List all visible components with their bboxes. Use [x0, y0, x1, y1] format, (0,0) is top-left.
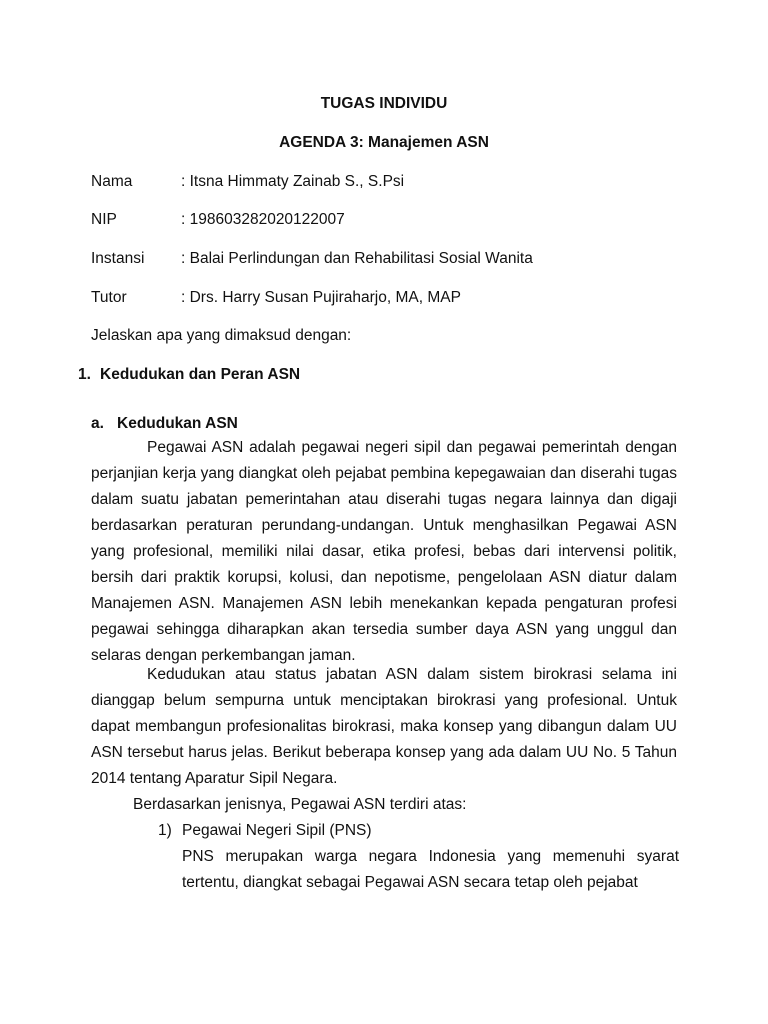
subsection-heading [91, 415, 238, 433]
subsection-letter: a. [91, 415, 104, 432]
field-label: Tutor [91, 289, 127, 306]
field-nip [91, 211, 345, 229]
section-heading [78, 366, 300, 384]
body-paragraph-2 [91, 662, 677, 792]
field-tutor [91, 289, 461, 307]
document-title: TUGAS INDIVIDU [320, 95, 448, 112]
list-item-body [182, 844, 679, 896]
field-value: : Balai Perlindungan dan Rehabilitasi Sosial Wanita [181, 250, 533, 267]
section-number: 1. [78, 366, 91, 383]
field-instansi [91, 250, 533, 268]
section-title: Kedudukan dan Peran ASN [100, 366, 301, 383]
intro-text: Jelaskan apa yang dimaksud dengan: [91, 327, 352, 344]
field-nama [91, 173, 404, 191]
list-item-heading [158, 818, 372, 844]
list-item-text: PNS merupakan warga negara Indonesia yang memenuhi syarat tertentu, diangkat sebagai Pegawai ASN secara tetap oleh pejabat [182, 848, 679, 891]
paragraph-text: Pegawai ASN adalah pegawai negeri sipil dan pegawai pemerintah dengan perjanjian kerja yang diangkat oleh pejabat pembina kepegawaian dan diserahi tugas dalam suatu jabatan pemerintahan atau diserahi tugas negara lainnya dan digaji berdasarkan peraturan perundang-undangan. Untuk menghasilkan Pegawai ASN yang profesional, memiliki nilai dasar, etika profesi, bebas dari intervensi politik, bersih dari praktik korupsi, kolusi, dan nepotisme, pengelolaan ASN diatur dalam Manajemen ASN. Manajemen ASN lebih menekankan kepada pengaturan profesi pegawai sehingga diharapkan akan tersedia sumber daya ASN yang unggul dan selaras dengan perkembangan jaman. [91, 439, 677, 664]
field-value: : Itsna Himmaty Zainab S., S.Psi [181, 173, 405, 190]
body-paragraph-1 [91, 435, 677, 669]
field-label: Instansi [91, 250, 145, 267]
field-label: NIP [91, 211, 117, 228]
field-label: Nama [91, 173, 133, 190]
body-paragraph-3: Berdasarkan jenisnya, Pegawai ASN terdiri atas: [133, 796, 467, 813]
field-value: : Drs. Harry Susan Pujiraharjo, MA, MAP [181, 289, 461, 306]
list-item-title: Pegawai Negeri Sipil (PNS) [182, 822, 372, 839]
field-value: : 198603282020122007 [181, 211, 345, 228]
subsection-title: Kedudukan ASN [117, 415, 238, 432]
document-subtitle: AGENDA 3: Manajemen ASN [279, 134, 489, 151]
paragraph-text: Kedudukan atau status jabatan ASN dalam sistem birokrasi selama ini dianggap belum sempurna untuk menciptakan birokrasi yang profesional. Untuk dapat membangun profesionalitas birokrasi, maka konsep yang dibangun dalam UU ASN tersebut harus jelas. Berikut beberapa konsep yang ada dalam UU No. 5 Tahun 2014 tentang Aparatur Sipil Negara. [91, 666, 677, 787]
list-item-number: 1) [158, 822, 172, 839]
